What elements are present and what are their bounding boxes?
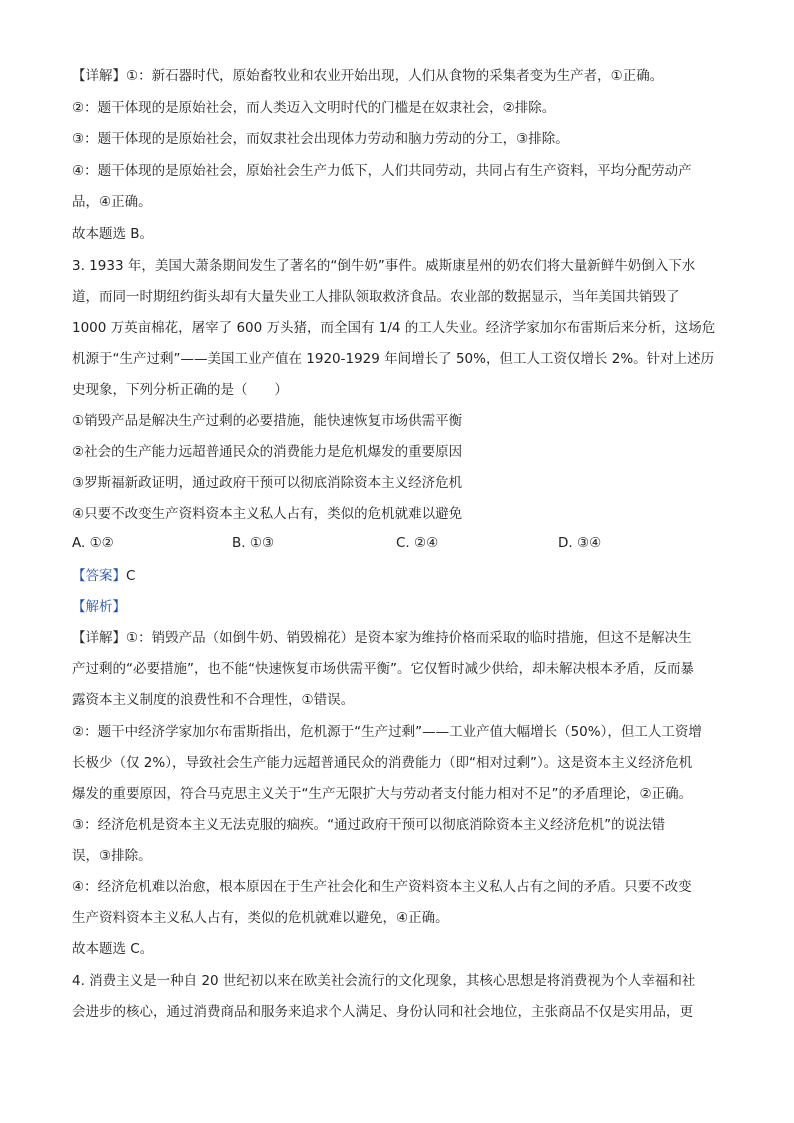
- q3-stem-line: 1000 万英亩棉花，屠宰了 600 万头猪，而全国有 1/4 的工人失业。经济学家加尔布雷斯后来分析，这场危: [72, 320, 716, 336]
- option-b: B. ①③: [232, 535, 275, 551]
- q3-analysis-line: 产过剩的“必要措施”，也不能“快速恢复市场供需平衡”。它仅暂时减少供给，却未解决根本矛盾，反而暴: [72, 661, 694, 677]
- q2-analysis-line: ②：题干体现的是原始社会，而人类迈入文明时代的门槛是在奴隶社会，②排除。: [72, 100, 556, 116]
- answer-label: 【答案】: [72, 568, 126, 584]
- q3-analysis-line: ④：经济危机难以治愈，根本原因在于生产社会化和生产资料资本主义私人占有之间的矛盾。只要不改变: [72, 879, 692, 895]
- q3-statement: ④只要不改变生产资料资本主义私人占有，类似的危机就难以避免: [72, 506, 463, 522]
- q3-statement: ①销毁产品是解决生产过剩的必要措施，能快速恢复市场供需平衡: [72, 413, 463, 429]
- q3-statement: ②社会的生产能力远超普通民众的消费能力是危机爆发的重要原因: [72, 444, 463, 460]
- option-d: D. ③④: [558, 535, 602, 551]
- q3-analysis-line: 【详解】①：销毁产品（如倒牛奶、销毁棉花）是资本家为维持价格而采取的临时措施，但这不是解决生: [72, 630, 692, 646]
- q3-statement: ③罗斯福新政证明，通过政府干预可以彻底消除资本主义经济危机: [72, 475, 463, 491]
- q3-answer: [72, 566, 722, 586]
- q3-analysis-line: 生产资料资本主义私人占有，类似的危机就难以避免，④正确。: [72, 910, 449, 926]
- q2-conclusion: 故本题选 B。: [72, 226, 154, 242]
- q3-analysis-line: 爆发的重要原因，符合马克思主义关于“生产无限扩大与劳动者支付能力相对不足”的矛盾理论，②正确。: [72, 786, 693, 802]
- q4-stem-line: 会进步的核心，通过消费商品和服务来追求个人满足、身份认同和社会地位，主张商品不仅是实用品，更: [72, 1004, 693, 1020]
- q3-stem-line: 机源于“生产过剩”——美国工业产值在 1920-1929 年间增长了 50%，但工人工资仅增长 2%。针对上述历: [72, 351, 715, 367]
- q2-analysis-line: ③：题干体现的是原始社会，而奴隶社会出现体力劳动和脑力劳动的分工，③排除。: [72, 131, 569, 147]
- answer-value: C: [126, 568, 136, 584]
- q3-conclusion: 故本题选 C。: [72, 941, 154, 957]
- q3-stem-line: 3. 1933 年，美国大萧条期间发生了著名的“倒牛奶”事件。威斯康星州的奶农们将大量新鲜牛奶倒入下水: [72, 258, 696, 274]
- q3-stem-line: 史现象，下列分析正确的是（ ）: [72, 382, 288, 398]
- q3-analysis-heading: [72, 597, 722, 617]
- q4-stem-line: 4. 消费主义是一种自 20 世纪初以来在欧美社会流行的文化现象，其核心思想是将消费视为个人幸福和社: [72, 973, 696, 989]
- q2-analysis-line: 品，④正确。: [72, 194, 152, 210]
- q3-analysis-line: ②：题干中经济学家加尔布雷斯指出，危机源于“生产过剩”——工业产值大幅增长（50%），但工人工资增: [72, 724, 702, 740]
- analysis-label: 【解析】: [72, 599, 126, 615]
- option-c: C. ②④: [396, 535, 439, 551]
- q3-analysis-line: 误，③排除。: [72, 848, 152, 864]
- q3-options: [72, 535, 722, 555]
- q3-analysis-line: ③：经济危机是资本主义无法克服的痼疾。“通过政府干预可以彻底消除资本主义经济危机”的说法错: [72, 817, 666, 833]
- q3-analysis-line: 露资本主义制度的浪费性和不合理性，①错误。: [72, 692, 355, 708]
- option-a: A. ①②: [72, 535, 114, 551]
- q2-analysis-line: 【详解】①：新石器时代，原始畜牧业和农业开始出现，人们从食物的采集者变为生产者，①正确。: [72, 68, 664, 84]
- q3-stem-line: 道，而同一时期纽约街头却有大量失业工人排队领取救济食品。农业部的数据显示，当年美国共销毁了: [72, 289, 680, 305]
- q2-analysis-line: ④：题干体现的是原始社会，原始社会生产力低下，人们共同劳动，共同占有生产资料，平均分配劳动产: [72, 163, 692, 179]
- q3-analysis-line: 长极少（仅 2%），导致社会生产能力远超普通民众的消费能力（即“相对过剩”）。这是资本主义经济危机: [72, 755, 693, 771]
